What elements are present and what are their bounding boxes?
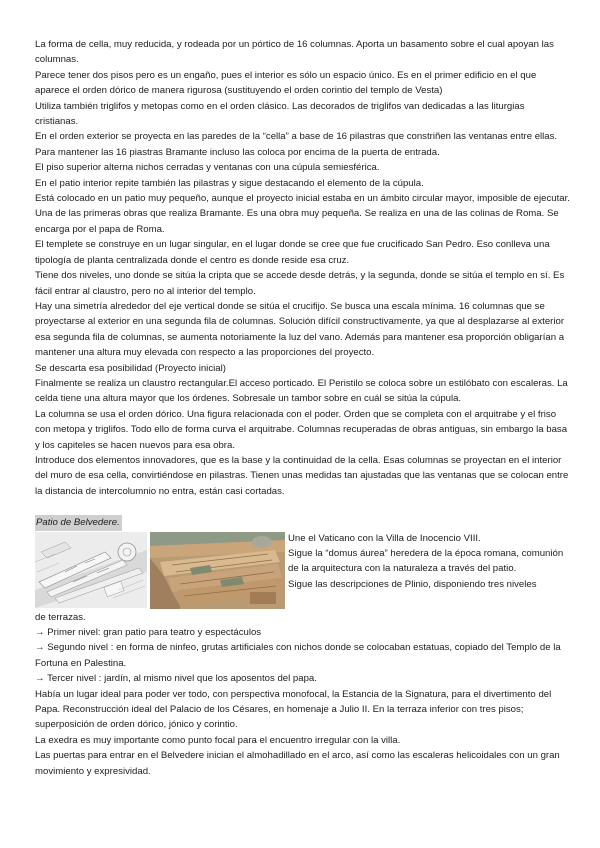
belvedere-plan-image [35,532,147,608]
paragraph-ideal-place: Había un lugar ideal para poder ver todo, con perspectiva monofocal, la Estancia de la Signatura, para el divertimento del Papa. Reconstrucción ideal del Palacio de los Césares, en homenaje a Julio II. En la terraza inferior con tres pisos; superposición de orden dórico, jónico y corintio. [35,688,552,731]
paragraph-doors: Las puertas para entrar en el Belvedere inician el almohadillado en el arco, así como las escaleras helicoidales con un gran movimiento y expresividad. [35,750,560,777]
paragraph-exterior-order: En el orden exterior se proyecta en las paredes de la “cella” a base de 16 pilastras que constriñen las ventanas entre ellas. Para mantener las 16 piastras Bramante incluso las coloca por encima de la puerta de entrada. [35,131,558,158]
list-item-third-level: → Tercer nivel : jardín, al mismo nivel que los aposentos del papa. [35,673,317,685]
paragraph-exedra: La exedra es muy importante como punto focal para el encuentro irregular con la villa. [35,734,401,746]
document-page [35,37,570,779]
paragraph-upper-floor: El piso superior alterna nichos cerradas y ventanas con una cúpula semiesférica. [35,162,380,174]
figure-row [35,532,570,610]
paragraph-first-works: Una de las primeras obras que realiza Bramante. Es una obra muy pequeña. Se realiza en una de las colinas de Roma. Se encarga por el papa de Roma. [35,208,559,235]
belvedere-aerial-photo [150,532,285,609]
paragraph-rectangular-cloister: Finalmente se realiza un claustro rectangular.El acceso porticado. El Peristilo se coloca sobre un estilóbato con escaleras. La celda tiene una altura mayor que los órdenes. Sobresale un tambor sobre en cuál se sitúa la cúpula. [35,377,568,405]
paragraph-doric-column: La columna se usa el orden dórico. Una figura relacionada con el poder. Orden que se completa con el arquitrabe y el friso con metopa y triglifos. Todo ello de forma curva el arquitrabe. Columnas recuperadas de obras antiguas, sin embargo la basa y los capiteles se hacen nuevos para esa obra. [35,408,568,451]
paragraph-triglyphs: Utiliza también triglifos y metopas como en el orden clásico. Las decorados de triglifos van dedicadas a las liturgias cristianas. [35,100,525,128]
side-paragraph-plinio: Sigue las descripciones de Plinio, disponiendo tres niveles [288,578,537,590]
paragraph-cella-form: La forma de cella, muy reducida, y rodeada por un pórtico de 16 columnas. Aporta un basamento sobre el cual apoyan las columnas. [35,39,554,66]
section-gap [35,499,570,515]
paragraph-inner-patio: En el patio interior repite también las pilastras y sigue destacando el elemento de la cúpula. [35,177,424,189]
paragraph-innovations: Introduce dos elementos innovadores, que es la base y la continuidad de la cella. Esas columnas se proyectan en el interior del muro de esa cella, convirtiéndose en pilastras. Tienen unas medidas tan ajustadas que las ventanas que se colocan entre la distancia de intercolumnio no entra, están casi cortadas. [35,454,569,497]
paragraph-two-floors: Parece tener dos pisos pero es un engaño, pues el interior es sólo un espacio único. Es en el primer edificio en el que aparece el orden dórico de manera rigurosa (sustituyendo el orden corintio del templo de Vesta) [35,69,537,97]
paragraph-terraces: de terrazas. [35,611,86,623]
paragraph-symmetry: Hay una simetría alrededor del eje vertical donde se sitúa el crucifijo. Se busca una escala mínima. 16 columnas que se proyectarse al exterior en una segunda fila de columnas. Solución difícil constructivamente, ya que al desplazarse al exterior esa segunda fila de columnas, se aumenta notoriamente la luz del vano. Además para mantener esa proporción obligarían a mantener una altura muy elevada con respecto a las proporciones del proyecto. [35,300,565,359]
list-item-second-level: → Segundo nivel : en forma de ninfeo, grutas artificiales con nichos donde se colocaban estatuas, copiado del Templo de la Fortuna en Palestina. [35,642,561,669]
paragraph-discarded: Se descarta esa posibilidad (Proyecto inicial) [35,362,226,374]
paragraph-two-levels: Tiene dos niveles, uno donde se sitúa la cripta que se accede desde detrás, y la segunda, donde se sitúa el templo en sí. Es fácil entrar al claustro, pero no al interior del templo. [35,270,565,297]
side-paragraph-vaticano: Une el Vaticano con la Villa de Inocencio VIII. [288,532,481,544]
paragraph-small-patio: Está colocado en un patio muy pequeño, aunque el proyecto inicial estaba en un ámbito circular mayor, imposible de ejecutar. [35,193,570,205]
paragraph-singular-place: El templete se construye en un lugar singular, en el lugar donde se cree que fue crucificado San Pedro. Eso conlleva una tipología de planta centralizada donde el centro es donde reside esa cruz. [35,239,550,266]
section-title-row [35,515,570,530]
figure-side-text [288,531,570,593]
section-title-belvedere: Patio de Belvedere. [35,515,122,530]
list-item-first-level: → Primer nivel: gran patio para teatro y espectáculos [35,627,262,638]
side-paragraph-domus-aurea: Sigue la “domus áurea” heredera de la época romana, comunión de la arquitectura con la naturaleza a través del patio. [288,548,564,575]
